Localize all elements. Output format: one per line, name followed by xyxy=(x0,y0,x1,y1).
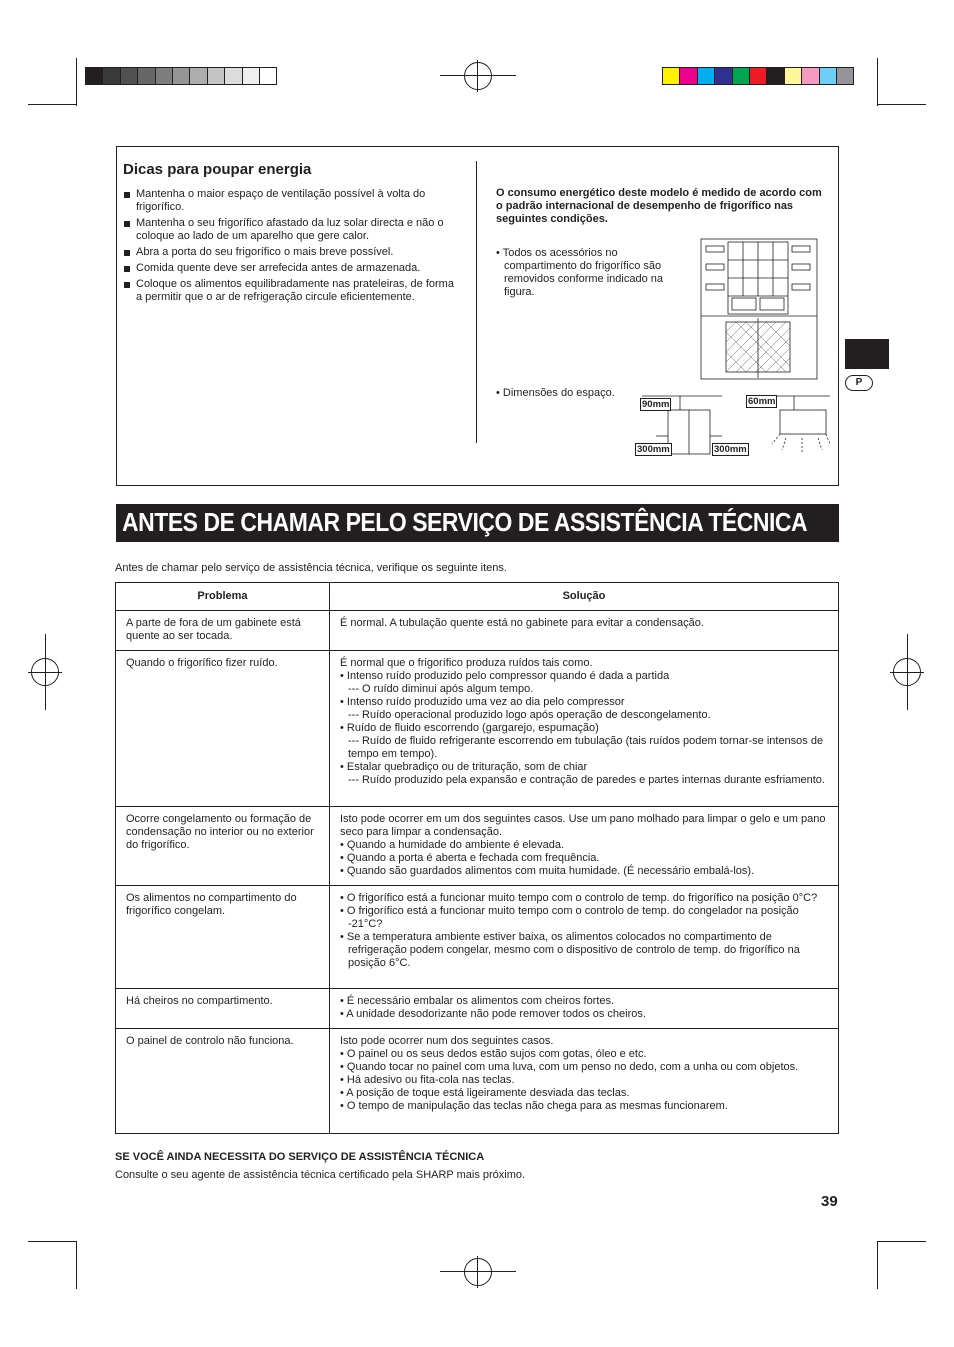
crop-mark xyxy=(76,58,77,106)
color-swatch xyxy=(819,67,837,85)
solution-bullet: • Estalar quebradiço ou de trituração, som de chiar xyxy=(340,761,588,773)
crop-mark xyxy=(28,1241,76,1242)
gray-swatch xyxy=(242,67,260,85)
solution-bullet: • Há adesivo ou fita-cola nas teclas. xyxy=(340,1074,515,1086)
problem-cell: Há cheiros no compartimento. xyxy=(116,989,330,1029)
solution-bullet: • Quando são guardados alimentos com muita humidade. (É necessário embalá-los). xyxy=(340,865,755,877)
crop-mark xyxy=(76,1241,77,1289)
solution-bullet: • Quando a porta é aberta e fechada com frequência. xyxy=(340,852,600,864)
gray-swatch xyxy=(155,67,173,85)
gray-scale-bar xyxy=(85,67,276,85)
energy-tips-list xyxy=(123,188,463,307)
list-item: Abra a porta do seu frigorífico o mais breve possível. xyxy=(123,246,463,259)
solution-bullet: • O painel ou os seus dedos estão sujos com gotas, óleo e etc. xyxy=(340,1048,647,1060)
gray-swatch xyxy=(120,67,138,85)
energy-tips-title: Dicas para poupar energia xyxy=(123,161,312,178)
color-swatch xyxy=(732,67,750,85)
solution-bullet: • A posição de toque está ligeiramente desviada das teclas. xyxy=(340,1087,630,1099)
color-swatch xyxy=(766,67,784,85)
registration-mark xyxy=(28,634,62,710)
footer-text: Consulte o seu agente de assistência técnica certificado pela SHARP mais próximo. xyxy=(115,1169,526,1181)
list-item: Comida quente deve ser arrefecida antes de armazenada. xyxy=(123,262,463,275)
list-item: Mantenha o maior espaço de ventilação possível à volta do frigorífico. xyxy=(123,188,463,214)
consumption-note: O consumo energético deste modelo é medido de acordo com o padrão internacional de desempenho de frigorífico nas seguintes condições. xyxy=(496,187,822,225)
accessories-note: • Todos os acessórios no compartimento do frigorífico são removidos conforme indicado na figura. xyxy=(496,247,663,298)
solution-bullet: • A unidade desodorizante não pode remover todos os cheiros. xyxy=(340,1008,646,1020)
gray-swatch xyxy=(207,67,225,85)
table-row xyxy=(116,807,839,886)
color-swatch xyxy=(749,67,767,85)
solution-bullet: • Quando a humidade do ambiente é elevada. xyxy=(340,839,565,851)
crop-mark xyxy=(28,104,76,105)
solution-bullet: • Intenso ruído produzido pelo compressor quando é dada a partida xyxy=(340,670,670,682)
solution-bullet: • Intenso ruído produzido uma vez ao dia pelo compressor xyxy=(340,696,625,708)
solution-cell xyxy=(330,807,839,886)
language-badge: P xyxy=(845,375,873,391)
color-swatch xyxy=(784,67,802,85)
solution-sub: --- O ruído diminui após algum tempo. xyxy=(348,683,534,695)
solution-line: É normal que o frigorífico produza ruídos tais como. xyxy=(340,657,593,669)
crop-mark xyxy=(877,58,878,106)
gray-swatch xyxy=(259,67,277,85)
problem-cell: Os alimentos no compartimento do frigorífico congelam. xyxy=(116,886,330,989)
refrigerator-illustration xyxy=(700,238,818,380)
solution-sub: --- Ruído de fluido refrigerante escorrendo em tubulação (tais ruídos podem tornar-se intensos de tempo em tempo). xyxy=(348,735,824,760)
problem-cell: Ocorre congelamento ou formação de condensação no interior ou no exterior do frigorífico. xyxy=(116,807,330,886)
problem-cell: O painel de controlo não funciona. xyxy=(116,1029,330,1134)
solution-bullet: • O frigorífico está a funcionar muito tempo com o controlo de temp. do congelador na posição -21°C? xyxy=(340,905,799,930)
color-swatch xyxy=(801,67,819,85)
dimension-label-right: 300mm xyxy=(714,444,747,455)
list-item: Mantenha o seu frigorífico afastado da luz solar directa e não o coloque ao lado de um aparelho que gere calor. xyxy=(123,217,463,243)
color-swatch xyxy=(714,67,732,85)
solution-bullet: • O frigorífico está a funcionar muito tempo com o controlo de temp. do frigorífico na posição 0°C? xyxy=(340,892,818,904)
crop-mark xyxy=(878,104,926,105)
solution-cell xyxy=(330,611,839,651)
troubleshooting-table xyxy=(115,582,839,1134)
solution-bullet: • O tempo de manipulação das teclas não chega para as mesmas funcionarem. xyxy=(340,1100,728,1112)
registration-mark xyxy=(890,634,924,710)
problem-cell: Quando o frigorífico fizer ruído. xyxy=(116,651,330,807)
list-item: Coloque os alimentos equilibradamente nas prateleiras, de forma a permitir que o ar de refrigeração circule eficientemente. xyxy=(123,278,463,304)
gray-swatch xyxy=(102,67,120,85)
solution-sub: --- Ruído operacional produzido logo após operação de descongelamento. xyxy=(348,709,711,721)
crop-mark xyxy=(878,1241,926,1242)
solution-line: Isto pode ocorrer num dos seguintes casos. xyxy=(340,1035,554,1047)
problem-cell: A parte de fora de um gabinete está quente ao ser tocada. xyxy=(116,611,330,651)
solution-bullet: • Ruído de fluido escorrendo (gargarejo, espumação) xyxy=(340,722,599,734)
table-row xyxy=(116,886,839,989)
section-banner xyxy=(116,504,839,542)
crop-mark xyxy=(877,1241,878,1289)
footer-heading: SE VOCÊ AINDA NECESSITA DO SERVIÇO DE ASSISTÊNCIA TÉCNICA xyxy=(115,1151,485,1163)
column-divider xyxy=(476,161,477,443)
dimensions-note: • Dimensões do espaço. xyxy=(496,387,615,399)
solution-line: É normal. A tubulação quente está no gabinete para evitar a condensação. xyxy=(340,617,704,629)
page-number: 39 xyxy=(821,1193,838,1210)
section-title: ANTES DE CHAMAR PELO SERVIÇO DE ASSISTÊNCIA TÉCNICA xyxy=(122,509,808,537)
solution-cell xyxy=(330,886,839,989)
intro-text: Antes de chamar pelo serviço de assistência técnica, verifique os seguinte itens. xyxy=(115,562,507,574)
table-row xyxy=(116,989,839,1029)
solution-bullet: • É necessário embalar os alimentos com cheiros fortes. xyxy=(340,995,615,1007)
solution-bullet: • Se a temperatura ambiente estiver baixa, os alimentos colocados no compartimento de refrigeração podem congelar, mesmo com o dispositivo de controlo de temp. do frigorífico na posição 6°C. xyxy=(340,931,800,969)
table-row xyxy=(116,651,839,807)
gray-swatch xyxy=(85,67,103,85)
color-swatch xyxy=(662,67,680,85)
gray-swatch xyxy=(189,67,207,85)
registration-mark xyxy=(440,60,516,92)
dimension-label-left: 300mm xyxy=(637,444,670,455)
gray-swatch xyxy=(224,67,242,85)
dimension-label-top: 90mm xyxy=(642,399,670,410)
color-swatch xyxy=(836,67,854,85)
section-tab xyxy=(845,339,889,369)
color-swatch xyxy=(679,67,697,85)
solution-cell xyxy=(330,651,839,807)
table-row xyxy=(116,1029,839,1134)
solution-line: Isto pode ocorrer em um dos seguintes casos. Use um pano molhado para limpar o gelo e um pano seco para limpar a condensação. xyxy=(340,813,826,838)
header-problem: Problema xyxy=(116,583,330,611)
solution-bullet: • Quando tocar no painel com uma luva, com um penso no dedo, com a unha ou com objetos. xyxy=(340,1061,799,1073)
table-row xyxy=(116,611,839,651)
solution-sub: --- Ruído produzido pela expansão e contração de paredes e partes internas durante esfriamento. xyxy=(348,774,825,786)
gray-swatch xyxy=(172,67,190,85)
table-header-row xyxy=(116,583,839,611)
header-solution: Solução xyxy=(330,583,839,611)
gray-swatch xyxy=(137,67,155,85)
solution-cell xyxy=(330,989,839,1029)
color-bar xyxy=(662,67,853,85)
dimension-label-side: 60mm xyxy=(748,396,776,407)
color-swatch xyxy=(697,67,715,85)
solution-cell xyxy=(330,1029,839,1134)
registration-mark xyxy=(440,1256,516,1288)
